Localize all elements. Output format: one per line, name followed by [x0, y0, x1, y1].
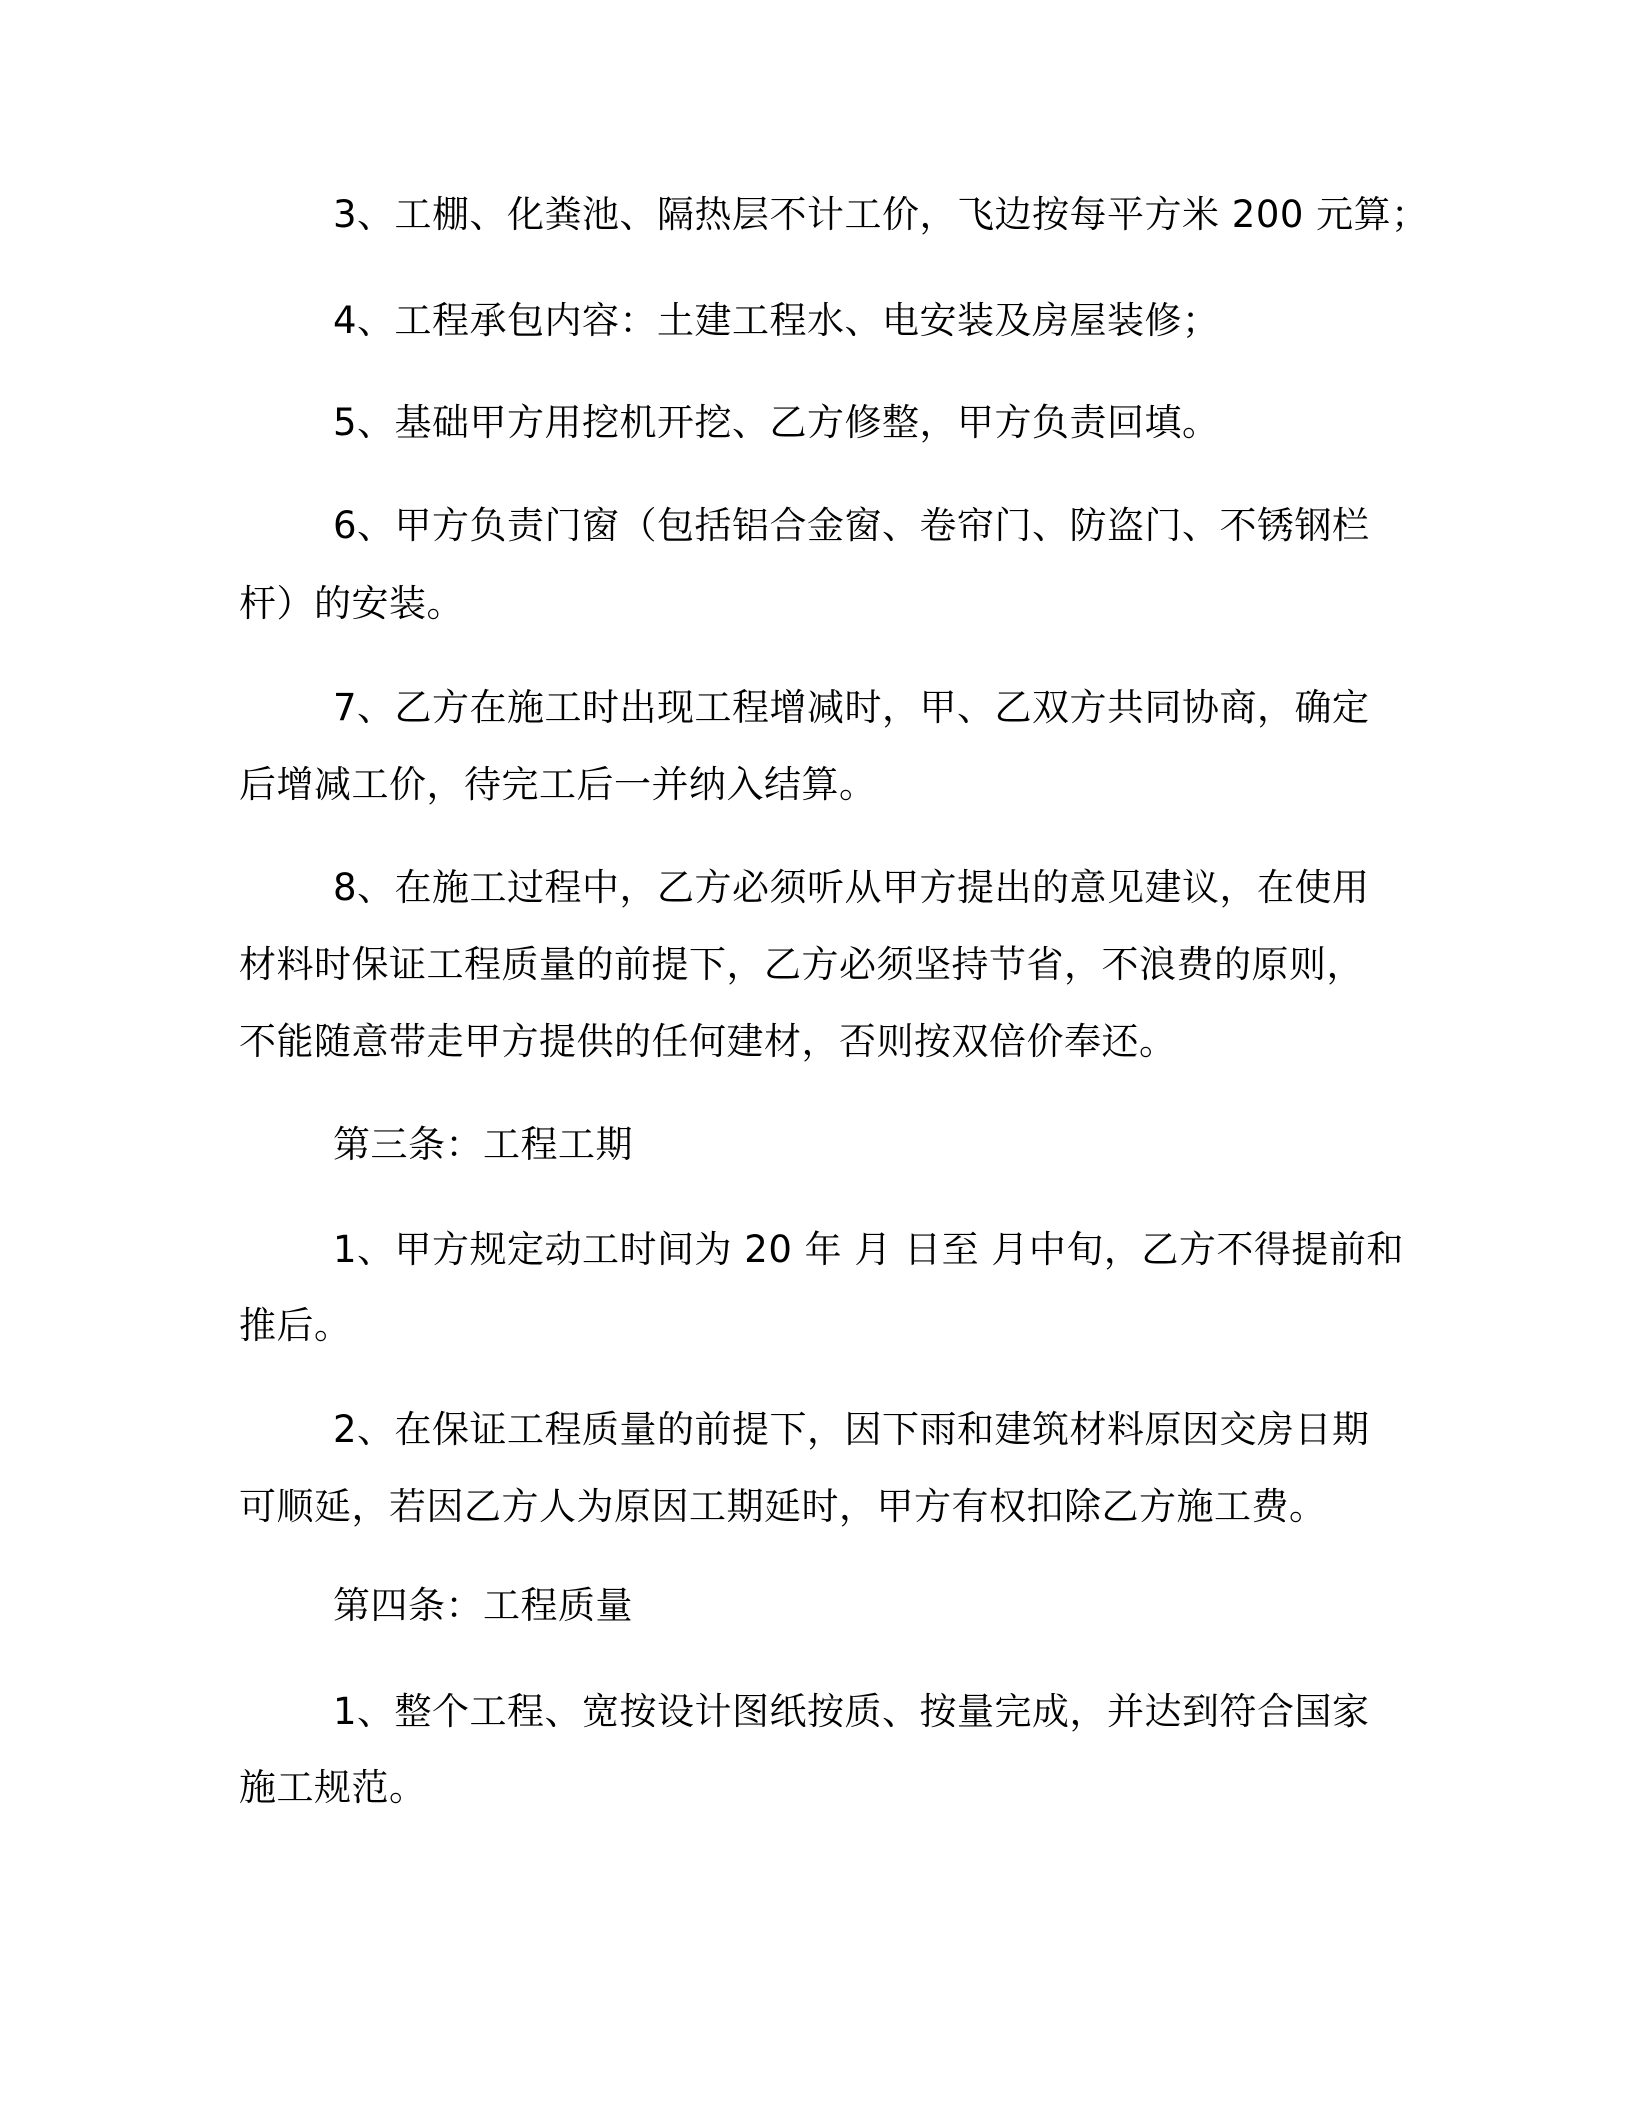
text-line: 4、工程承包内容：土建工程水、电安装及房屋装修； [333, 299, 1220, 342]
text-line: 8、在施工过程中，乙方必须听从甲方提出的意见建议，在使用 [333, 866, 1370, 909]
text-line: 材料时保证工程质量的前提下，乙方必须坚持节省，不浪费的原则， [239, 943, 1364, 986]
text-line: 3、工棚、化粪池、隔热层不计工价，飞边按每平方米 200 元算； [333, 193, 1429, 236]
text-line: 后增减工价，待完工后一并纳入结算。 [239, 763, 877, 806]
text-line: 1、整个工程、宽按设计图纸按质、按量完成，并达到符合国家 [333, 1690, 1370, 1733]
text-line: 推后。 [239, 1304, 352, 1347]
text-line: 不能随意带走甲方提供的任何建材，否则按双倍价奉还。 [239, 1020, 1177, 1063]
text-line: 1、甲方规定动工时间为 20 年 月 日至 月中旬，乙方不得提前和 [333, 1228, 1404, 1271]
text-line: 6、甲方负责门窗（包括铝合金窗、卷帘门、防盗门、不锈钢栏 [333, 504, 1370, 547]
text-line: 2、在保证工程质量的前提下，因下雨和建筑材料原因交房日期 [333, 1408, 1370, 1451]
section-heading: 第三条：工程工期 [333, 1123, 633, 1166]
section-heading: 第四条：工程质量 [333, 1584, 633, 1627]
text-line: 5、基础甲方用挖机开挖、乙方修整，甲方负责回填。 [333, 401, 1220, 444]
text-line: 7、乙方在施工时出现工程增减时，甲、乙双方共同协商，确定 [333, 686, 1370, 729]
text-line: 杆）的安装。 [239, 582, 464, 625]
text-line: 可顺延，若因乙方人为原因工期延时，甲方有权扣除乙方施工费。 [239, 1485, 1327, 1528]
text-line: 施工规范。 [239, 1766, 427, 1809]
